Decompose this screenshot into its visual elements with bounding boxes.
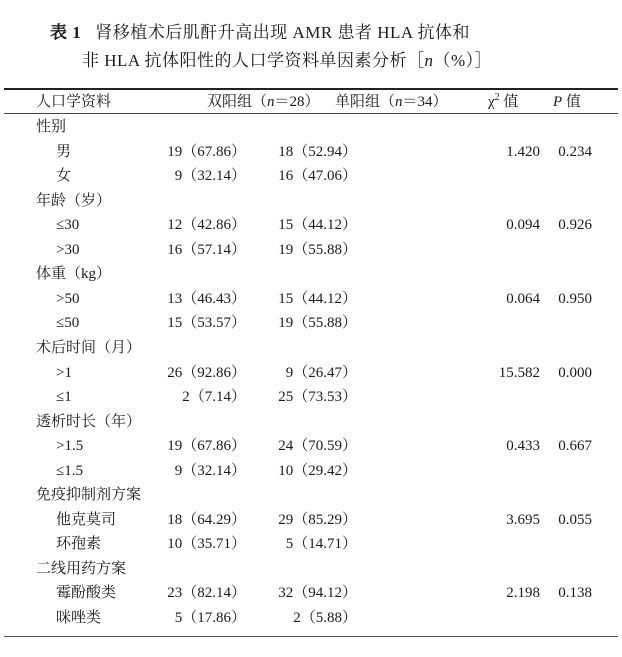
single-positive-value: 19（55.88） (278, 241, 357, 258)
single-positive-value: 29（85.29） (278, 511, 357, 528)
single-positive-value: 10（29.42） (278, 462, 357, 479)
table-row (0, 288, 622, 310)
double-positive-value: 26（92.86） (167, 364, 246, 381)
header-double-positive: 双阳组（n＝28） (207, 94, 320, 110)
double-positive-value: 9（32.14） (174, 168, 246, 185)
group-label: 免疫抑制剂方案 (36, 487, 142, 504)
double-positive-value: 23（82.14） (167, 585, 246, 602)
row-label: ≤1 (56, 389, 72, 406)
table-group-row (0, 337, 622, 359)
caption-text-2-suffix: （%）］ (433, 51, 493, 70)
table-group-row (0, 263, 622, 285)
table-row (0, 460, 622, 482)
table-header-row (0, 91, 622, 113)
table-group-row (0, 484, 622, 506)
chi-square-value: 1.420 (506, 143, 540, 160)
p-value: 0.926 (558, 217, 592, 234)
table-row (0, 582, 622, 604)
group-label: 年龄（岁） (36, 192, 112, 209)
double-positive-value: 18（64.29） (167, 511, 246, 528)
single-positive-value: 25（73.53） (278, 389, 357, 406)
table-bottom-rule (4, 636, 618, 637)
header-p-value: P 值 (553, 94, 581, 110)
table-row (0, 509, 622, 531)
double-positive-value: 16（57.14） (167, 241, 246, 258)
table-row (0, 214, 622, 236)
row-label: >1 (56, 364, 72, 381)
double-positive-value: 12（42.86） (167, 217, 246, 234)
row-label: ≤50 (56, 315, 80, 332)
chi-square-value: 15.582 (498, 364, 540, 381)
table-number: 表 1 (50, 23, 82, 42)
chi-square-value: 3.695 (506, 511, 540, 528)
table-row (0, 362, 622, 384)
single-positive-value: 5（14.71） (285, 536, 357, 553)
table-group-row (0, 116, 622, 138)
header-single-positive: 单阳组（n＝34） (335, 94, 448, 110)
caption-text-1: 肾移植术后肌酐升高出现 AMR 患者 HLA 抗体和 (95, 23, 470, 42)
group-label: 性别 (36, 119, 67, 135)
header-chi-square: $\chi^2$ 值 (488, 92, 519, 110)
table-group-row (0, 190, 622, 212)
chi-square-value: 0.064 (506, 290, 540, 307)
table-row (0, 141, 622, 163)
row-label: 霉酚酸类 (56, 585, 117, 602)
row-label: >1.5 (56, 438, 84, 455)
table-row (0, 312, 622, 334)
double-positive-value: 5（17.86） (174, 610, 246, 626)
row-label: 咪唑类 (56, 610, 102, 626)
double-positive-value: 15（53.57） (167, 315, 246, 332)
row-label: ≤30 (56, 217, 80, 234)
row-label: ≤1.5 (56, 462, 83, 479)
p-value: 0.950 (558, 290, 592, 307)
row-label: >50 (56, 290, 80, 307)
table-row (0, 386, 622, 408)
table-row (0, 435, 622, 457)
p-value: 0.234 (558, 143, 592, 160)
row-label: 女 (56, 168, 72, 185)
single-positive-value: 18（52.94） (278, 143, 357, 160)
single-positive-value: 9（26.47） (285, 364, 357, 381)
chi-square-value: 0.433 (506, 438, 540, 455)
header-demographics: 人口学资料 (36, 94, 112, 110)
chi-square-value: 0.094 (506, 217, 540, 234)
double-positive-value: 9（32.14） (174, 462, 246, 479)
single-positive-value: 16（47.06） (278, 168, 357, 185)
single-positive-value: 19（55.88） (278, 315, 357, 332)
caption-line-1 (50, 18, 470, 43)
p-value: 0.055 (558, 511, 592, 528)
group-label: 二线用药方案 (36, 560, 127, 577)
caption-text-2: 非 HLA 抗体阳性的人口学资料单因素分析［ (82, 51, 425, 70)
table-group-row (0, 558, 622, 580)
row-label: 男 (56, 143, 72, 160)
double-positive-value: 2（7.14） (182, 389, 246, 406)
p-value: 0.667 (558, 438, 592, 455)
double-positive-value: 19（67.86） (167, 438, 246, 455)
row-label: 环孢素 (56, 536, 102, 553)
group-label: 术后时间（月） (36, 339, 142, 356)
table-top-rule (4, 88, 618, 90)
row-label: >30 (56, 241, 80, 258)
chi-square-value: 2.198 (506, 585, 540, 602)
single-positive-value: 32（94.12） (278, 585, 357, 602)
table-header-rule (4, 113, 618, 114)
group-label: 体重（kg） (36, 266, 112, 283)
single-positive-value: 2（5.88） (293, 610, 357, 626)
caption-n-italic: n (424, 51, 434, 70)
single-positive-value: 15（44.12） (278, 217, 357, 234)
double-positive-value: 13（46.43） (167, 290, 246, 307)
row-label: 他克莫司 (56, 511, 117, 528)
p-value: 0.138 (558, 585, 592, 602)
table-row (0, 239, 622, 261)
double-positive-value: 10（35.71） (167, 536, 246, 553)
table-row (0, 607, 622, 629)
table-row (0, 533, 622, 555)
table-row (0, 165, 622, 187)
caption-line-2 (82, 46, 492, 71)
p-value: 0.000 (558, 364, 592, 381)
single-positive-value: 15（44.12） (278, 290, 357, 307)
group-label: 透析时长（年） (36, 413, 142, 430)
table-group-row (0, 411, 622, 433)
double-positive-value: 19（67.86） (167, 143, 246, 160)
single-positive-value: 24（70.59） (278, 438, 357, 455)
